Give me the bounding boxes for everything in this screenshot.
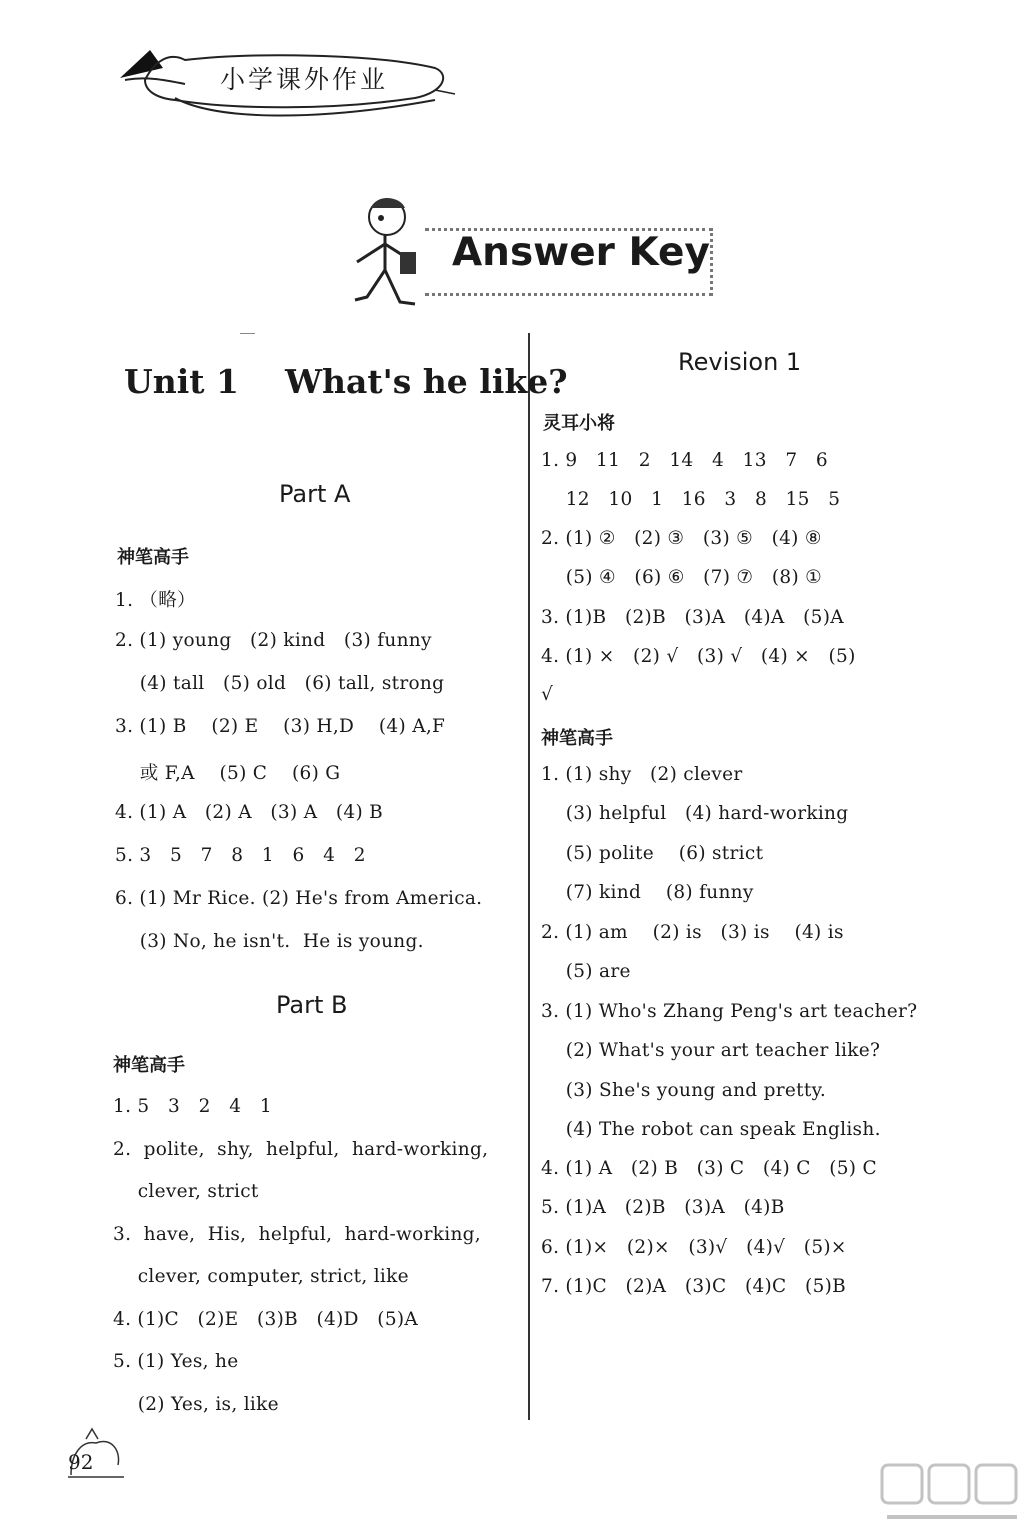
answer-line: 3. have, His, helpful, hard-working, bbox=[113, 1224, 481, 1245]
answer-line: 6. (1) Mr Rice. (2) He's from America. bbox=[115, 888, 483, 909]
answer-line: (3) She's young and pretty. bbox=[541, 1080, 827, 1101]
answer-line: (2) What's your art teacher like? bbox=[541, 1040, 881, 1061]
answer-line: 1. 5 3 2 4 1 bbox=[113, 1096, 272, 1117]
answer-line: 12 10 1 16 3 8 15 5 bbox=[541, 489, 841, 510]
answer-key-title: Answer Key bbox=[452, 230, 710, 275]
answer-line: 7. (1)C (2)A (3)C (4)C (5)B bbox=[541, 1276, 847, 1297]
part-a-title: Part A bbox=[279, 480, 351, 508]
answer-line: (7) kind (8) funny bbox=[541, 882, 754, 903]
answer-line: (4) tall (5) old (6) tall, strong bbox=[115, 673, 445, 694]
answer-line: 1. 9 11 2 14 4 13 7 6 bbox=[541, 450, 828, 471]
answer-line: 5. (1) Yes, he bbox=[113, 1351, 239, 1372]
answer-line: 2. (1) ② (2) ③ (3) ⑤ (4) ⑧ bbox=[541, 528, 822, 549]
book-title: 小学课外作业 bbox=[220, 65, 389, 94]
part-a-section-label: 神笔高手 bbox=[117, 547, 189, 568]
answer-line: 1. （略） bbox=[115, 590, 196, 611]
answer-line: 3. (1)B (2)B (3)A (4)A (5)A bbox=[541, 607, 844, 628]
answer-line: (3) helpful (4) hard-working bbox=[541, 803, 849, 824]
answer-line: (5) polite (6) strict bbox=[541, 843, 764, 864]
revision-section-listening: 灵耳小将 bbox=[543, 413, 615, 434]
revision-title: Revision 1 bbox=[678, 348, 802, 376]
answer-line: 6. (1)× (2)× (3)√ (4)√ (5)× bbox=[541, 1237, 847, 1258]
answer-line: 1. (1) shy (2) clever bbox=[541, 764, 743, 785]
revision-section-writing: 神笔高手 bbox=[541, 728, 613, 749]
part-b-section-label: 神笔高手 bbox=[113, 1055, 185, 1076]
answer-line: 2. (1) am (2) is (3) is (4) is bbox=[541, 922, 844, 943]
part-b-title: Part B bbox=[276, 991, 348, 1019]
unit-title: Unit 1 What's he like? bbox=[124, 362, 568, 401]
answer-line: √ bbox=[541, 684, 554, 705]
answer-line: (2) Yes, is, like bbox=[113, 1394, 279, 1415]
answer-line: clever, strict bbox=[113, 1181, 259, 1202]
corner-watermark-logo bbox=[877, 1457, 1027, 1527]
column-divider bbox=[528, 333, 530, 1420]
answer-line: clever, computer, strict, like bbox=[113, 1266, 409, 1287]
answer-line: (5) are bbox=[541, 961, 631, 982]
divider-mark bbox=[240, 333, 255, 334]
answer-line: 5. 3 5 7 8 1 6 4 2 bbox=[115, 845, 366, 866]
answer-line: 4. (1)C (2)E (3)B (4)D (5)A bbox=[113, 1309, 419, 1330]
answer-line: 4. (1) A (2) A (3) A (4) B bbox=[115, 802, 384, 823]
answer-line: 4. (1) A (2) B (3) C (4) C (5) C bbox=[541, 1158, 877, 1179]
page-number: 92 bbox=[68, 1450, 94, 1474]
answer-line: 或 F,A (5) C (6) G bbox=[115, 763, 341, 784]
answer-line: 3. (1) Who's Zhang Peng's art teacher? bbox=[541, 1001, 918, 1022]
answer-line: (5) ④ (6) ⑥ (7) ⑦ (8) ① bbox=[541, 567, 823, 588]
answer-line: 4. (1) × (2) √ (3) √ (4) × (5) bbox=[541, 646, 856, 667]
answer-line: 2. (1) young (2) kind (3) funny bbox=[115, 630, 432, 651]
answer-line: 3. (1) B (2) E (3) H,D (4) A,F bbox=[115, 716, 446, 737]
answer-line: 5. (1)A (2)B (3)A (4)B bbox=[541, 1197, 785, 1218]
answer-line: (4) The robot can speak English. bbox=[541, 1119, 881, 1140]
boy-cartoon-illustration bbox=[345, 192, 430, 312]
answer-line: 2. polite, shy, helpful, hard-working, bbox=[113, 1139, 489, 1160]
answer-line: (3) No, he isn't. He is young. bbox=[115, 931, 424, 952]
